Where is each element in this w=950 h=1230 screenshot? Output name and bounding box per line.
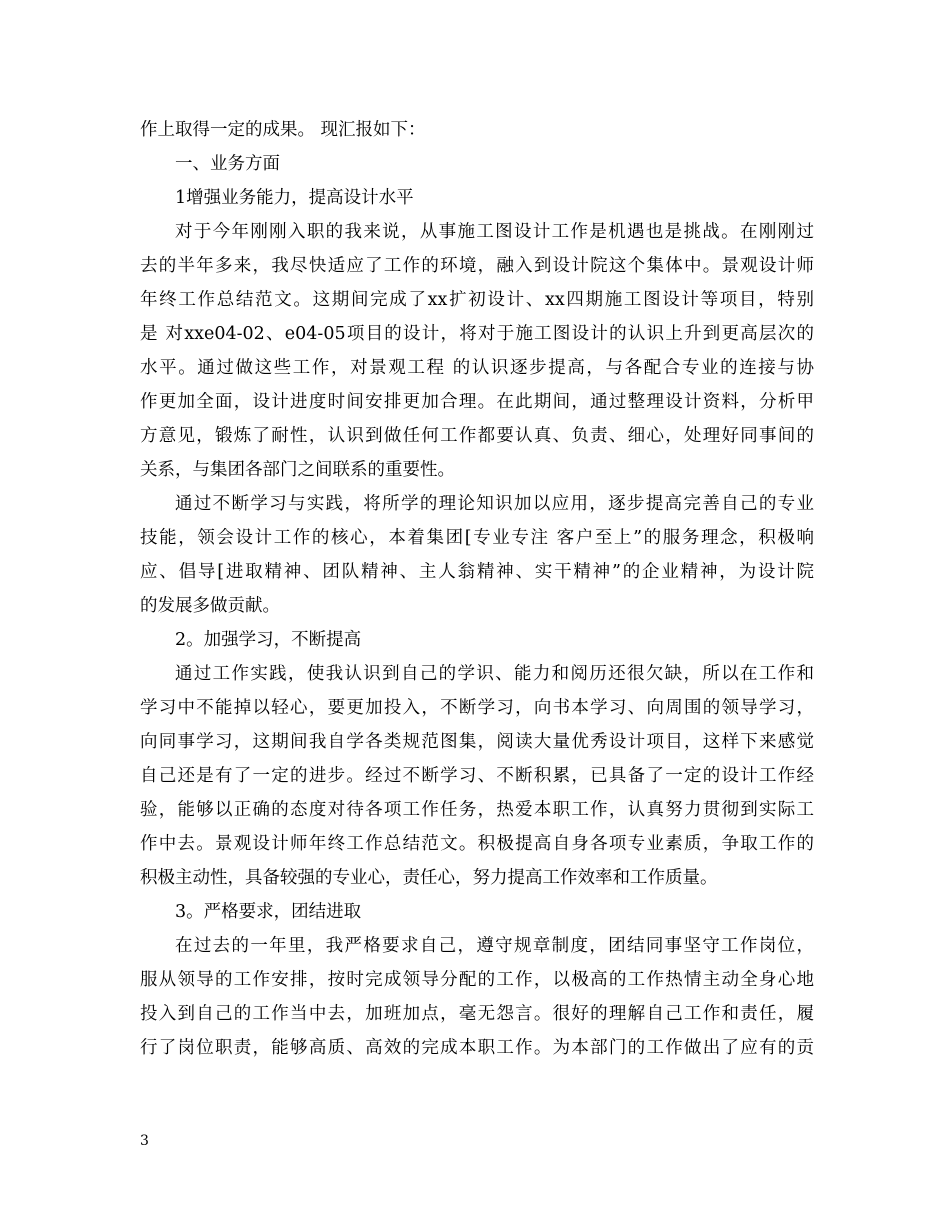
page-number: 3: [140, 1133, 149, 1149]
text-line: 2。加强学习，不断提高: [175, 630, 362, 650]
text-line: 3。严格要求，团结进取: [175, 902, 362, 922]
text-line: 作上取得一定的成果。 现汇报如下：: [140, 120, 426, 140]
text-line: 验，能够以正确的态度对待各项工作任务，热爱本职工作，认真努力贯彻到实际工: [140, 800, 814, 820]
text-line: 作更加全面，设计进度时间安排更加合理。在此期间，通过整理设计资料，分析甲: [140, 392, 814, 412]
text-line: 行了岗位职责，能够高质、高效的完成本职工作。为本部门的工作做出了应有的贡: [140, 1038, 814, 1058]
text-line: 技能，领会设计工作的核心，本着集团[专业专注 客户至上”的服务理念，积极响: [140, 528, 814, 548]
text-line: 作中去。景观设计师年终工作总结范文。积极提高自身各项专业素质，争取工作的: [140, 834, 814, 854]
text-line: 去的半年多来，我尽快适应了工作的环境，融入到设计院这个集体中。景观设计师: [140, 256, 814, 276]
text-line: 积极主动性，具备较强的专业心，责任心，努力提高工作效率和工作质量。: [140, 868, 718, 888]
text-line: 1增强业务能力，提高设计水平: [175, 188, 414, 208]
text-line: 关系，与集团各部门之间联系的重要性。: [140, 460, 455, 480]
text-line: 应、倡导[进取精神、团队精神、主人翁精神、实干精神”的企业精神，为设计院: [140, 562, 814, 582]
text-line: 是 对xxe04-02、e04-05项目的设计，将对于施工图设计的认识上升到更高层次的: [140, 324, 814, 344]
text-line: 对于今年刚刚入职的我来说，从事施工图设计工作是机遇也是挑战。在刚刚过: [175, 222, 814, 242]
text-line: 方意见，锻炼了耐性，认识到做任何工作都要认真、负责、细心，处理好同事间的: [140, 426, 814, 446]
text-line: 服从领导的工作安排，按时完成领导分配的工作，以极高的工作热情主动全身心地: [140, 970, 814, 990]
text-line: 向同事学习，这期间我自学各类规范图集，阅读大量优秀设计项目，这样下来感觉: [140, 732, 814, 752]
text-line: 学习中不能掉以轻心，要更加投入，不断学习，向书本学习、向周围的领导学习，: [140, 698, 814, 718]
text-line: 自己还是有了一定的进步。经过不断学习、不断积累，已具备了一定的设计工作经: [140, 766, 814, 786]
text-line: 年终工作总结范文。这期间完成了xx扩初设计、xx四期施工图设计等项目，特别: [140, 290, 814, 310]
text-line: 一、业务方面: [175, 154, 280, 174]
text-line: 水平。通过做这些工作，对景观工程 的认识逐步提高，与各配合专业的连接与协: [140, 358, 814, 378]
text-line: 通过不断学习与实践，将所学的理论知识加以应用，逐步提高完善自己的专业: [175, 494, 814, 514]
document-body: [140, 113, 814, 1065]
text-line: 投入到自己的工作当中去，加班加点，毫无怨言。很好的理解自己工作和责任，履: [140, 1004, 814, 1024]
text-line: 的发展多做贡献。: [140, 596, 280, 616]
text-line: 在过去的一年里，我严格要求自己，遵守规章制度，团结同事坚守工作岗位，: [175, 936, 814, 956]
text-line: 通过工作实践，使我认识到自己的学识、能力和阅历还很欠缺，所以在工作和: [175, 664, 814, 684]
